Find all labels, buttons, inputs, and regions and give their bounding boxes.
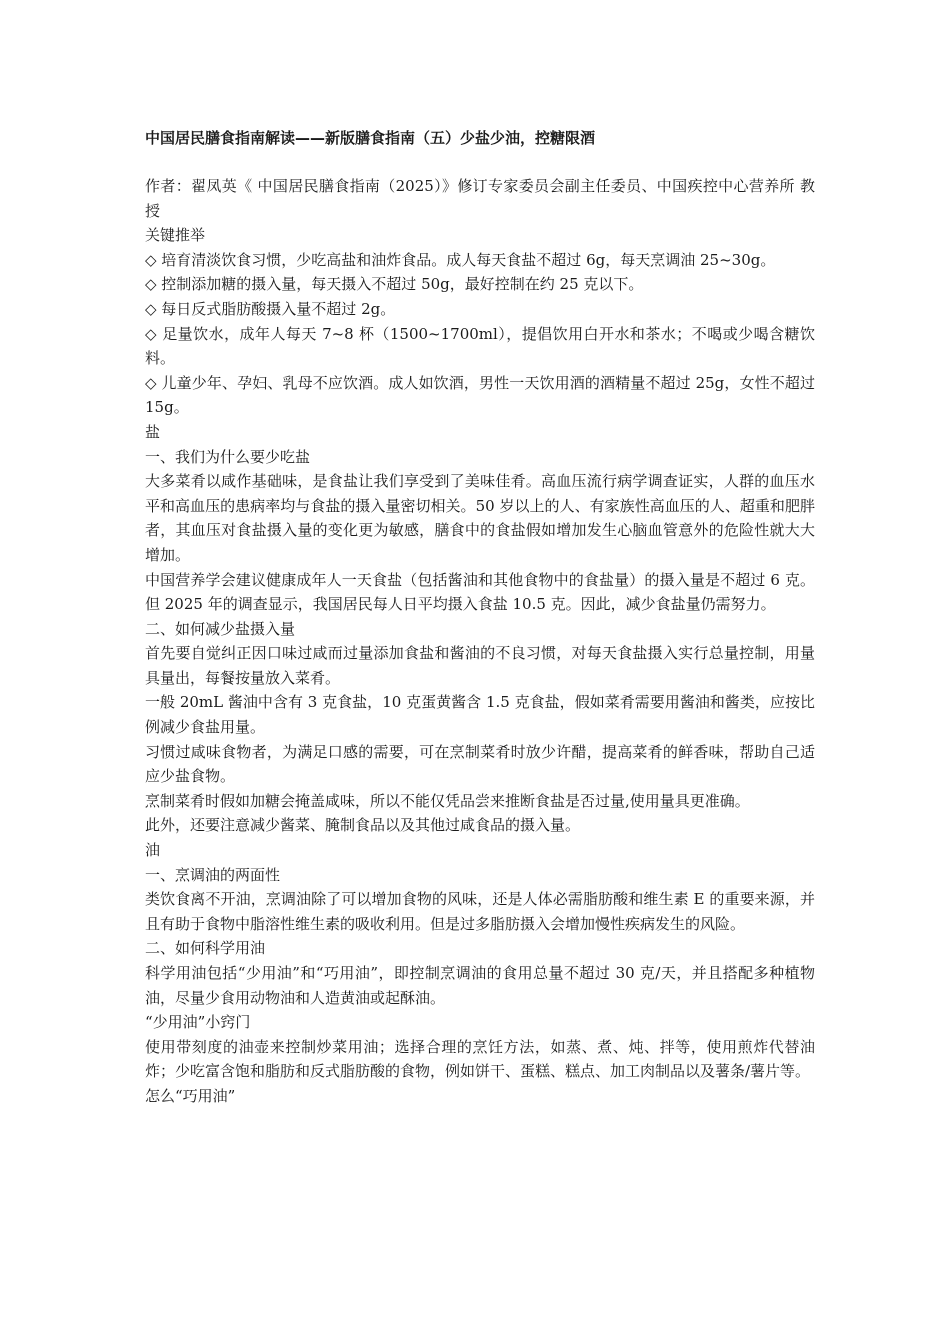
author-line: 作者：翟凤英《 中国居民膳食指南（2025）》修订专家委员会副主任委员、中国疾控中心营养所 教授: [145, 177, 815, 220]
salt-paragraph: 习惯过咸味食物者，为满足口感的需要，可在烹制菜肴时放少许醋，提高菜肴的鲜香味，帮助自己适应少盐食物。: [145, 742, 815, 786]
oil-section2-heading: 二、如何科学用油: [145, 939, 266, 958]
document-body: [145, 174, 815, 1109]
salt-paragraph: 此外，还要注意减少酱菜、腌制食品以及其他过咸食品的摄入量。: [145, 816, 581, 835]
key-point: ◇ 控制添加糖的摄入量，每天摄入不超过 50g，最好控制在约 25 克以下。: [145, 275, 644, 294]
salt-section1-heading: 一、我们为什么要少吃盐: [145, 447, 311, 466]
key-point: ◇ 足量饮水，成年人每天 7~8 杯（1500~1700ml），提倡饮用白开水和茶水；不喝或少喝含糖饮料。: [145, 324, 815, 368]
oil-heading: 油: [145, 841, 161, 860]
key-points-heading: 关键推举: [145, 226, 206, 245]
smart-oil-heading: 怎么“巧用油”: [145, 1086, 236, 1105]
salt-paragraph: 首先要自觉纠正因口味过咸而过量添加食盐和酱油的不良习惯，对每天食盐摄入实行总量控制，用量具量出，每餐按量放入菜肴。: [145, 644, 815, 687]
oil-paragraph: 科学用油包括“少用油”和“巧用油”，即控制烹调油的食用总量不超过 30 克/天，并且搭配多种植物油，尽量少食用动物油和人造黄油或起酥油。: [145, 964, 815, 1007]
salt-paragraph: 烹制菜肴时假如加糖会掩盖咸味，所以不能仅凭品尝来推断食盐是否过量,使用量具更准确。: [145, 791, 750, 810]
oil-paragraph: 类饮食离不开油，烹调油除了可以增加食物的风味，还是人体必需脂肪酸和维生素 E 的重要来源，并且有助于食物中脂溶性维生素的吸收利用。但是过多脂肪摄入会增加慢性疾病发生的风险。: [145, 890, 815, 933]
salt-paragraph: 一般 20mL 酱油中含有 3 克食盐，10 克蛋黄酱含 1.5 克食盐，假如菜肴需要用酱油和酱类，应按比例减少食盐用量。: [145, 693, 815, 737]
document-title: 中国居民膳食指南解读——新版膳食指南（五）少盐少油，控糖限酒: [145, 129, 596, 147]
key-point: ◇ 培育清淡饮食习惯，少吃高盐和油炸食品。成人每天食盐不超过 6g，每天烹调油 25~30g。: [145, 250, 776, 269]
key-point: ◇ 每日反式脂肪酸摄入量不超过 2g。: [145, 299, 396, 318]
oil-paragraph: 使用带刻度的油壶来控制炒菜用油；选择合理的烹饪方法，如蒸、煮、炖、拌等，使用煎炸代替油炸；少吃富含饱和脂肪和反式脂肪酸的食物，例如饼干、蛋糕、糕点、加工肉制品以及薯条/薯片等。: [145, 1037, 815, 1081]
key-point: ◇ 儿童少年、孕妇、乳母不应饮酒。成人如饮酒，男性一天饮用酒的酒精量不超过 25g，女性不超过 15g。: [145, 373, 815, 417]
salt-heading: 盐: [145, 422, 161, 441]
oil-section1-heading: 一、烹调油的两面性: [145, 865, 281, 884]
less-oil-heading: “少用油”小窍门: [145, 1013, 251, 1032]
salt-section2-heading: 二、如何减少盐摄入量: [145, 619, 296, 638]
document-page: [145, 126, 815, 1109]
salt-paragraph: 大多菜肴以咸作基础味，是食盐让我们享受到了美味佳肴。高血压流行病学调查证实，人群的血压水平和高血压的患病率均与食盐的摄入量密切相关。50 岁以上的人、有家族性高血压的人、超重和肥胖者，其血压对食盐摄入量的变化更为敏感，膳食中的食盐假如增加发生心脑血管意外的危险性就大大增加。: [145, 472, 815, 564]
salt-paragraph: 中国营养学会建议健康成年人一天食盐（包括酱油和其他食物中的食盐量）的摄入量是不超过 6 克。但 2025 年的调查显示，我国居民每人日平均摄入食盐 10.5 克。因此，减少食盐量仍需努力。: [145, 570, 815, 614]
